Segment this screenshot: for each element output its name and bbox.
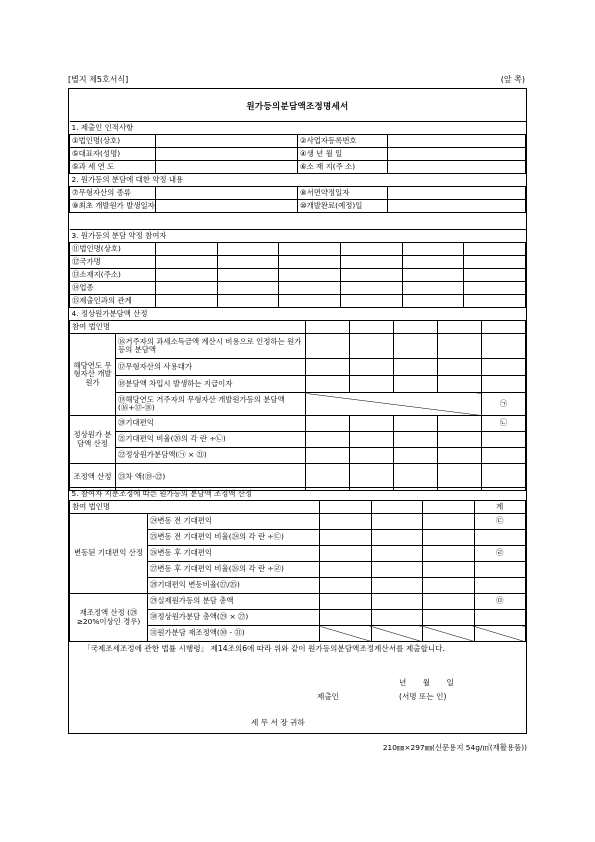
total-c-marker: ㉢ bbox=[474, 514, 526, 530]
cell[interactable] bbox=[438, 432, 482, 448]
cell[interactable] bbox=[306, 432, 350, 448]
cell[interactable] bbox=[371, 514, 423, 530]
cell[interactable] bbox=[320, 530, 372, 546]
section3-heading: 3. 원가등의 분담 약정 참여자 bbox=[70, 230, 526, 243]
cell[interactable] bbox=[394, 334, 438, 359]
cell[interactable] bbox=[394, 359, 438, 376]
section1-heading: 1. 제출인 인적사항 bbox=[70, 122, 526, 135]
diagonal-cell bbox=[371, 626, 423, 642]
cell[interactable] bbox=[474, 610, 526, 626]
section5-table bbox=[69, 487, 526, 642]
row-label: ㉒정상원가분담액(㉠ × ㉑) bbox=[116, 448, 306, 464]
cell[interactable] bbox=[438, 448, 482, 464]
normal-cost-group: 정상원가 분담액 산정 bbox=[70, 416, 116, 464]
cell[interactable] bbox=[402, 256, 464, 269]
biz-no-field[interactable] bbox=[388, 135, 526, 148]
cell[interactable] bbox=[156, 243, 218, 256]
cell[interactable] bbox=[394, 448, 438, 464]
cell[interactable] bbox=[394, 416, 438, 432]
cell[interactable] bbox=[474, 562, 526, 578]
cell[interactable] bbox=[371, 578, 423, 594]
cell[interactable] bbox=[217, 269, 279, 282]
cell[interactable] bbox=[423, 546, 475, 562]
cell[interactable] bbox=[402, 243, 464, 256]
cell[interactable] bbox=[350, 376, 394, 393]
cell[interactable] bbox=[423, 501, 475, 514]
total-d-marker: ㉣ bbox=[474, 546, 526, 562]
total-b-marker: ㉡ bbox=[482, 416, 526, 432]
cell[interactable] bbox=[394, 376, 438, 393]
birth-label: ④생 년 월 일 bbox=[298, 148, 388, 161]
row-label: ㉙실제원가등의 분담 총액 bbox=[148, 594, 320, 610]
cell[interactable] bbox=[350, 334, 394, 359]
cell[interactable] bbox=[482, 376, 526, 393]
form-header bbox=[68, 74, 525, 86]
form-title: 원가등의분담액조정명세서 bbox=[246, 102, 349, 112]
cell[interactable] bbox=[402, 269, 464, 282]
cell[interactable] bbox=[482, 321, 526, 334]
corp-name-field[interactable] bbox=[156, 135, 298, 148]
changed-benefit-group: 변동된 기대편익 산정 bbox=[70, 514, 148, 594]
cell[interactable] bbox=[217, 295, 279, 308]
cell[interactable] bbox=[217, 256, 279, 269]
section5-heading: 5. 참여자 지분조정에 따른 원가등의 분담액 조정액 산정 bbox=[70, 488, 526, 501]
cell[interactable] bbox=[320, 562, 372, 578]
birth-field[interactable] bbox=[388, 148, 526, 161]
row-label: ⑳기대편익 bbox=[116, 416, 306, 432]
row-label: ㉘기대편익 변동비율(㉗/㉕) bbox=[148, 578, 320, 594]
cell[interactable] bbox=[306, 321, 350, 334]
asset-type-field[interactable] bbox=[156, 187, 298, 200]
cell[interactable] bbox=[340, 243, 402, 256]
row-label: ㉖변동 후 기대편익 bbox=[148, 546, 320, 562]
cell[interactable] bbox=[482, 432, 526, 448]
cell[interactable] bbox=[320, 514, 372, 530]
cell[interactable] bbox=[320, 594, 372, 610]
submission-statement: 「국제조세조정에 관한 법률 시행령」 제14조의6에 따라 위와 같이 원가등의분담액조정계산서를 제출합니다. bbox=[83, 644, 445, 653]
cell[interactable] bbox=[464, 256, 526, 269]
cell[interactable] bbox=[320, 501, 372, 514]
total-a-marker: ㉠ bbox=[482, 393, 526, 416]
cell[interactable] bbox=[340, 295, 402, 308]
biz-no-label: ②사업자등록번호 bbox=[298, 135, 388, 148]
cell[interactable] bbox=[350, 416, 394, 432]
cell[interactable] bbox=[474, 530, 526, 546]
section4-table bbox=[69, 307, 526, 491]
cell[interactable] bbox=[217, 243, 279, 256]
cell[interactable] bbox=[306, 359, 350, 376]
first-cost-date-field[interactable] bbox=[156, 200, 298, 213]
cell[interactable] bbox=[306, 376, 350, 393]
recipient-label: 세 무 서 장 귀하 bbox=[251, 718, 305, 727]
address-label: ⑥소 재 지(주 소) bbox=[298, 161, 388, 174]
cell[interactable] bbox=[350, 432, 394, 448]
cell[interactable] bbox=[474, 578, 526, 594]
row-label: ⑰무형자산의 사용대가 bbox=[116, 359, 306, 376]
cell[interactable] bbox=[371, 562, 423, 578]
date-line: 년 월 일 bbox=[399, 678, 454, 687]
diagonal-cell bbox=[474, 626, 526, 642]
dev-cost-group: 해당연도 무형자산 개발원가 bbox=[70, 334, 116, 416]
cell[interactable] bbox=[371, 594, 423, 610]
cell[interactable] bbox=[394, 321, 438, 334]
participant-row-label: ⑪법인명(상호) bbox=[70, 243, 156, 256]
form-number: [별지 제5호서식] bbox=[68, 75, 129, 84]
cell[interactable] bbox=[340, 269, 402, 282]
total-e-marker: ㉤ bbox=[474, 594, 526, 610]
cell[interactable] bbox=[340, 282, 402, 295]
corp-name-label: ①법인명(상호) bbox=[70, 135, 156, 148]
cell[interactable] bbox=[156, 256, 218, 269]
row-label: ㉛원가분담 재조정액(㉚ - ㉛) bbox=[148, 626, 320, 642]
diagonal-cell bbox=[423, 626, 475, 642]
participant-label: 참여 법인명 bbox=[70, 321, 306, 334]
cell[interactable] bbox=[320, 578, 372, 594]
cell[interactable] bbox=[464, 295, 526, 308]
cell[interactable] bbox=[371, 501, 423, 514]
cell[interactable] bbox=[350, 359, 394, 376]
row-label: ㉕변동 전 기대편익 비율(㉔의 각 란 ÷㉢) bbox=[148, 530, 320, 546]
row-label: ⑯거주자의 과세소득금액 계산시 비용으로 인정하는 원가등의 분담액 bbox=[116, 334, 306, 359]
completion-date-label: ⑩개발완료(예정)일 bbox=[298, 200, 388, 213]
cell[interactable] bbox=[423, 562, 475, 578]
cell[interactable] bbox=[423, 514, 475, 530]
cell[interactable] bbox=[350, 448, 394, 464]
row-label: ㉗변동 후 기대편익 비율(㉖의 각 란 ÷㉣) bbox=[148, 562, 320, 578]
cell[interactable] bbox=[482, 448, 526, 464]
cell[interactable] bbox=[217, 282, 279, 295]
cell[interactable] bbox=[279, 243, 341, 256]
section2-heading: 2. 원가등의 분담에 대한 약정 내용 bbox=[70, 174, 526, 187]
cell[interactable] bbox=[438, 334, 482, 359]
page-side: (앞 쪽) bbox=[500, 75, 525, 84]
tax-year-label: ⑤과 세 연 도 bbox=[70, 161, 156, 174]
cell[interactable] bbox=[464, 243, 526, 256]
paper-spec: 210㎜×297㎜(신문용지 54g/㎡(재활용품)) bbox=[382, 743, 527, 752]
agreement-date-field[interactable] bbox=[388, 187, 526, 200]
signature-label: (서명 또는 인) bbox=[399, 692, 447, 701]
participants-table bbox=[69, 229, 526, 308]
cell[interactable] bbox=[279, 256, 341, 269]
cell[interactable] bbox=[402, 295, 464, 308]
submitter-label: 제출인 bbox=[317, 692, 340, 701]
diagonal-cell bbox=[306, 393, 482, 416]
cell[interactable] bbox=[438, 359, 482, 376]
row-label: ㉔변동 전 기대편익 bbox=[148, 514, 320, 530]
cell[interactable] bbox=[371, 546, 423, 562]
cell[interactable] bbox=[320, 610, 372, 626]
cell[interactable] bbox=[340, 256, 402, 269]
cell[interactable] bbox=[482, 334, 526, 359]
row-label: ㉚정상원가분담 총액(㉙ × ㉗) bbox=[148, 610, 320, 626]
cell[interactable] bbox=[156, 282, 218, 295]
cell[interactable] bbox=[279, 282, 341, 295]
cell[interactable] bbox=[423, 578, 475, 594]
cell[interactable] bbox=[279, 295, 341, 308]
cell[interactable] bbox=[438, 321, 482, 334]
cell[interactable] bbox=[423, 610, 475, 626]
participant-label: 참여 법인명 bbox=[70, 501, 320, 514]
row-label: ⑱분담액 차입시 발생하는 지급이자 bbox=[116, 376, 306, 393]
cell[interactable] bbox=[423, 530, 475, 546]
cell[interactable] bbox=[438, 376, 482, 393]
completion-date-field[interactable] bbox=[388, 200, 526, 213]
ceo-field[interactable] bbox=[156, 148, 298, 161]
cell[interactable] bbox=[306, 416, 350, 432]
cell[interactable] bbox=[320, 546, 372, 562]
cell[interactable] bbox=[482, 359, 526, 376]
cell[interactable] bbox=[394, 432, 438, 448]
asset-type-label: ⑦무형자산의 종류 bbox=[70, 187, 156, 200]
first-cost-date-label: ⑨최초 개발원가 발생일자 bbox=[70, 200, 156, 213]
total-header: 계 bbox=[474, 501, 526, 514]
readjustment-group: 재조정액 산정 (㉘≥20%이상인 경우) bbox=[70, 594, 148, 642]
cell[interactable] bbox=[306, 448, 350, 464]
tax-year-field[interactable] bbox=[156, 161, 298, 174]
participant-row-label: ⑮제출인과의 관계 bbox=[70, 295, 156, 308]
cell[interactable] bbox=[279, 269, 341, 282]
cell[interactable] bbox=[423, 594, 475, 610]
diagonal-cell bbox=[320, 626, 372, 642]
cell[interactable] bbox=[156, 295, 218, 308]
cell[interactable] bbox=[464, 269, 526, 282]
row-label: ㉓차 액(⑲-㉒) bbox=[116, 464, 306, 491]
cell[interactable] bbox=[350, 321, 394, 334]
row-label: ⑲해당연도 거주자의 무형자산 개발원가등의 분담액(⑯+⑰-⑱) bbox=[116, 393, 306, 416]
cell[interactable] bbox=[306, 334, 350, 359]
cell[interactable] bbox=[371, 610, 423, 626]
participant-row-label: ⑫국가명 bbox=[70, 256, 156, 269]
cell[interactable] bbox=[464, 282, 526, 295]
cell[interactable] bbox=[371, 530, 423, 546]
ceo-label: ⑤대표자(성명) bbox=[70, 148, 156, 161]
cell[interactable] bbox=[438, 416, 482, 432]
adjustment-group: 조정액 산정 bbox=[70, 464, 116, 491]
agreement-date-label: ⑧서면약정일자 bbox=[298, 187, 388, 200]
cell[interactable] bbox=[402, 282, 464, 295]
participant-row-label: ⑭업종 bbox=[70, 282, 156, 295]
cell[interactable] bbox=[156, 269, 218, 282]
row-label: ㉑기대편익 비율(⑳의 각 란 ÷㉡) bbox=[116, 432, 306, 448]
form-frame bbox=[68, 88, 527, 734]
address-field[interactable] bbox=[388, 161, 526, 174]
participant-row-label: ⑬소재지(주소) bbox=[70, 269, 156, 282]
personal-info-table bbox=[69, 121, 526, 213]
section4-heading: 4. 정상원가분담액 산정 bbox=[70, 308, 526, 321]
